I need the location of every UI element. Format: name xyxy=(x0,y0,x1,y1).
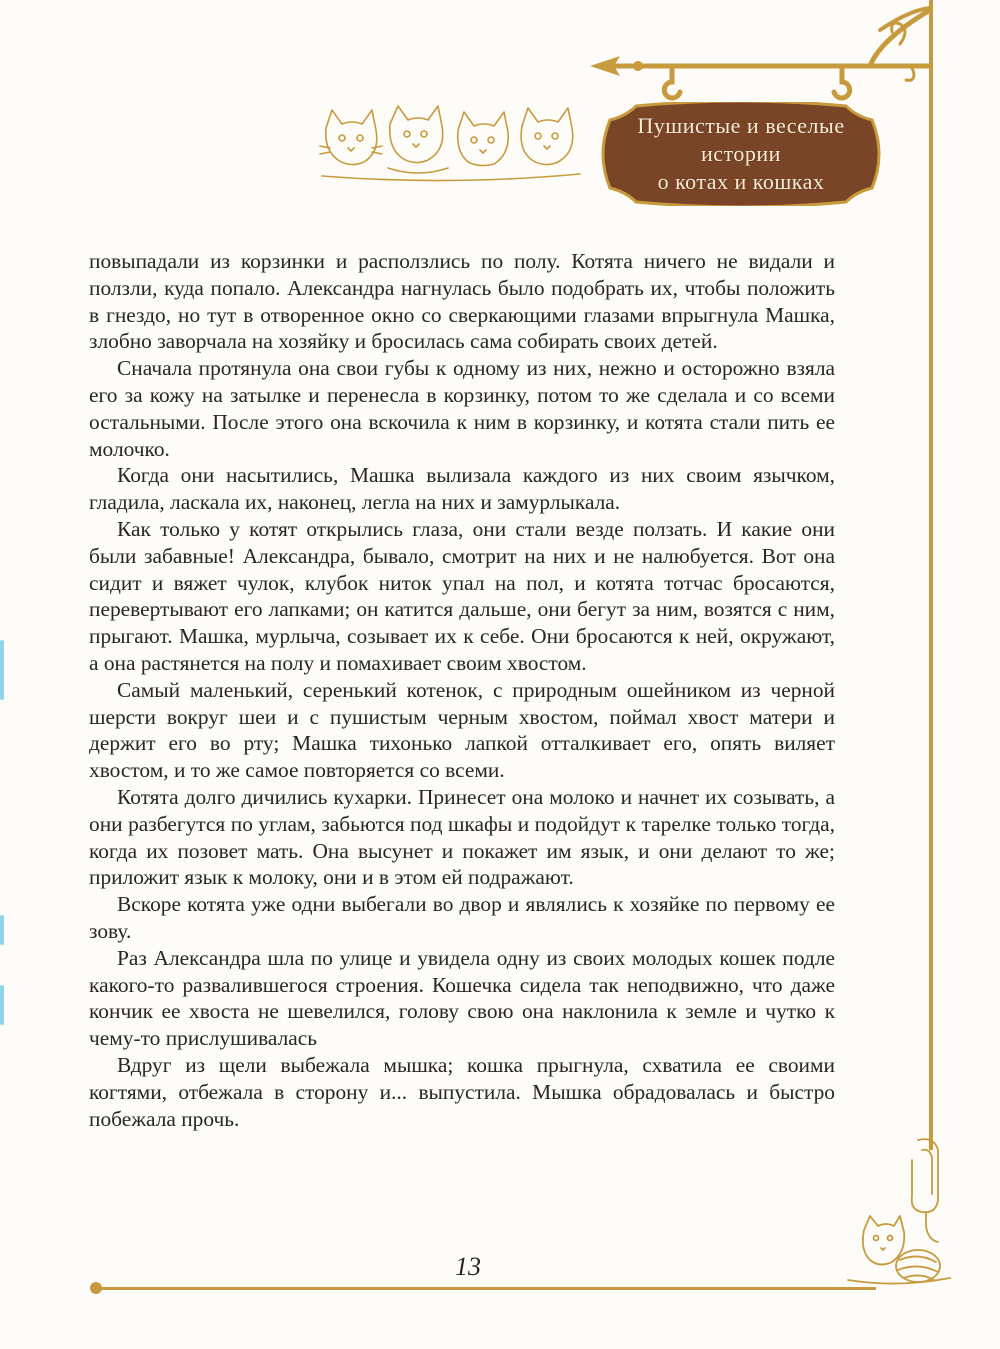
paragraph: Вскоре котята уже одни выбегали во двор и являлись к хозяйке по первому ее зову. xyxy=(89,892,835,943)
page-number: 13 xyxy=(455,1252,481,1281)
paragraph: повыпадали из корзинки и расползлись по полу. Котята ничего не видали и ползли, куда попало. Александра нагнулась было подобрать их, чтобы положить в гнездо, но тут в отворенное окно со сверкающими глазами впрыгнула Машка, злобно заворчала на хозяйку и бросилась сама собирать своих детей. xyxy=(89,249,835,354)
sign-title-line1: Пушистые и веселые истории xyxy=(637,113,845,166)
paragraph: Вдруг из щели выбежала мышка; кошка прыгнула, схватила ее своими когтями, отбежала в сторону и... выпустила. Мышка обрадовалась и быстро побежала прочь. xyxy=(89,1052,835,1131)
kitten-yarn-illustration xyxy=(838,1130,958,1290)
paragraph: Самый маленький, серенький котенок, с природным ошейником из черной шерсти вокруг шеи и с пушистым черным хвостом, поймал хвост матери и держит его во рту; Машка тихонько лапкой отталкивает его, опять виляет хвостом, и то же самое повторяется со всеми. xyxy=(89,677,835,783)
paragraph: Сначала протянула она свои губы к одному из них, нежно и осторожно взяла его за кожу на затылке и перенесла в корзинку, потом то же сделала и со всеми остальными. После этого она вскочила к ним в корзинку, и котята стали пить ее молочко. xyxy=(89,356,835,461)
book-title-sign xyxy=(596,102,886,206)
scan-edge-mark xyxy=(0,985,4,1025)
scan-edge-mark xyxy=(0,640,4,700)
kittens-illustration xyxy=(318,98,588,188)
sign-title-line2: о котах и кошках xyxy=(657,169,825,194)
paragraph: Котята долго дичились кухарки. Принесет она молоко и начнет их созывать, а они разбегутся по углам, забьются под шкафы и подойдут к тарелке только тогда, когда их позовет мать. Она высунет и покажет им язык, и они делают то же; приложит язык к молоку, они и в этом ей подражают. xyxy=(89,784,835,890)
footer-rule xyxy=(96,1287,876,1290)
frame-vertical-line xyxy=(929,0,933,1150)
story-text xyxy=(89,248,835,1132)
scan-edge-mark xyxy=(0,915,4,945)
paragraph: Раз Александра шла по улице и увидела одну из своих молодых кошек подле какого-то развалившегося строения. Кошечка сидела так неподвижно, что даже кончик ее хвоста не шевелился, голову свою она наклонила к земле и чутко к чему-то прислушивалась xyxy=(89,945,835,1051)
paragraph: Как только у котят открылись глаза, они стали везде ползать. И какие они были забавные! Александра, бывало, смотрит на них и не налюбуется. Вот она сидит и вяжет чулок, клубок ниток упал на пол, и котята тотчас бросаются, перевертывают его лапками; он катится дальше, они бегут за ним, возятся с ним, прыгают. Машка, мурлыча, созывает их к себе. Они бросаются к ней, окружают, а она растянется на полу и помахивает своим хвостом. xyxy=(89,516,835,675)
paragraph: Когда они насытились, Машка вылизала каждого из них своим язычком, гладила, ласкала их, наконец, легла на них и замурлыкала. xyxy=(89,463,835,515)
